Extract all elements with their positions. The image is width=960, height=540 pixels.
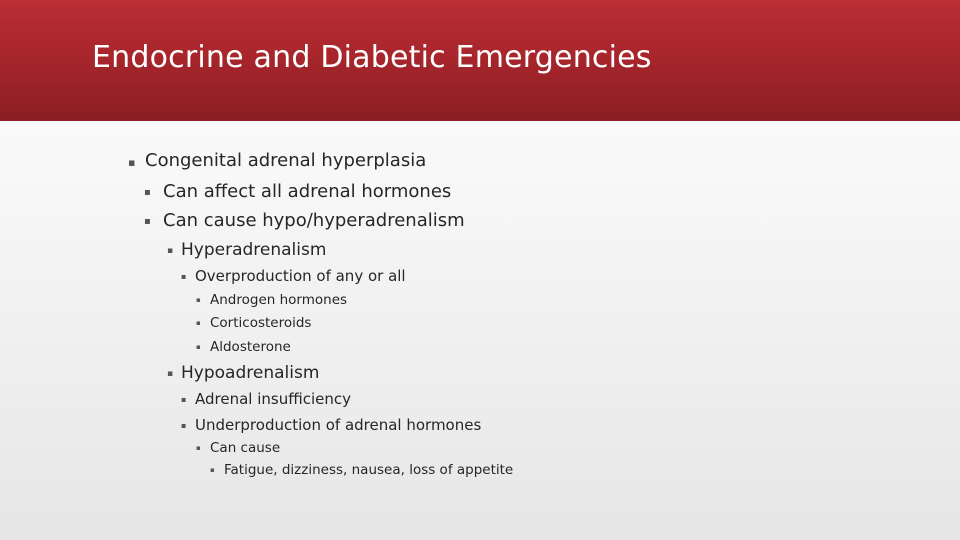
bullet-marker: ▪ — [196, 444, 201, 452]
bullet-item — [167, 240, 326, 260]
bullet-marker: ▪ — [181, 421, 187, 430]
bullet-text: Congenital adrenal hyperplasia — [145, 150, 427, 171]
bullet-text: Can cause — [210, 440, 281, 456]
bullet-marker: ▪ — [144, 216, 151, 227]
bullet-marker: ▪ — [128, 156, 136, 169]
bullet-marker: ▪ — [181, 272, 187, 281]
bullet-item — [144, 210, 465, 231]
bullet-text: Aldosterone — [210, 339, 291, 355]
bullet-item — [128, 150, 426, 171]
bullet-item — [181, 390, 351, 408]
bullet-item — [144, 181, 451, 202]
bullet-text: Hyperadrenalism — [181, 240, 327, 260]
bullet-text: Can cause hypo/hyperadrenalism — [163, 210, 465, 231]
bullet-item — [196, 315, 311, 331]
bullet-marker: ▪ — [196, 319, 201, 327]
bullet-marker: ▪ — [210, 466, 215, 474]
bullet-item — [210, 462, 513, 478]
bullet-item — [181, 267, 406, 285]
title-bar — [0, 0, 960, 121]
bullet-text: Can affect all adrenal hormones — [163, 181, 452, 202]
bullet-marker: ▪ — [167, 246, 174, 256]
bullet-item — [196, 440, 280, 456]
bullet-text: Adrenal insufficiency — [195, 390, 351, 408]
bullet-text: Hypoadrenalism — [181, 363, 320, 383]
bullet-text: Androgen hormones — [210, 292, 348, 308]
bullet-item — [196, 339, 291, 355]
bullet-text: Overproduction of any or all — [195, 267, 406, 285]
bullet-item — [181, 416, 481, 434]
bullet-marker: ▪ — [181, 395, 187, 404]
bullet-marker: ▪ — [196, 296, 201, 304]
bullet-marker: ▪ — [144, 187, 151, 198]
bullet-item — [196, 292, 347, 308]
bullet-marker: ▪ — [196, 343, 201, 351]
slide-title: Endocrine and Diabetic Emergencies — [92, 40, 652, 75]
bullet-item — [167, 363, 319, 383]
bullet-text: Corticosteroids — [210, 315, 312, 331]
bullet-text: Underproduction of adrenal hormones — [195, 416, 482, 434]
bullet-text: Fatigue, dizziness, nausea, loss of appetite — [224, 462, 514, 478]
bullet-marker: ▪ — [167, 369, 174, 379]
